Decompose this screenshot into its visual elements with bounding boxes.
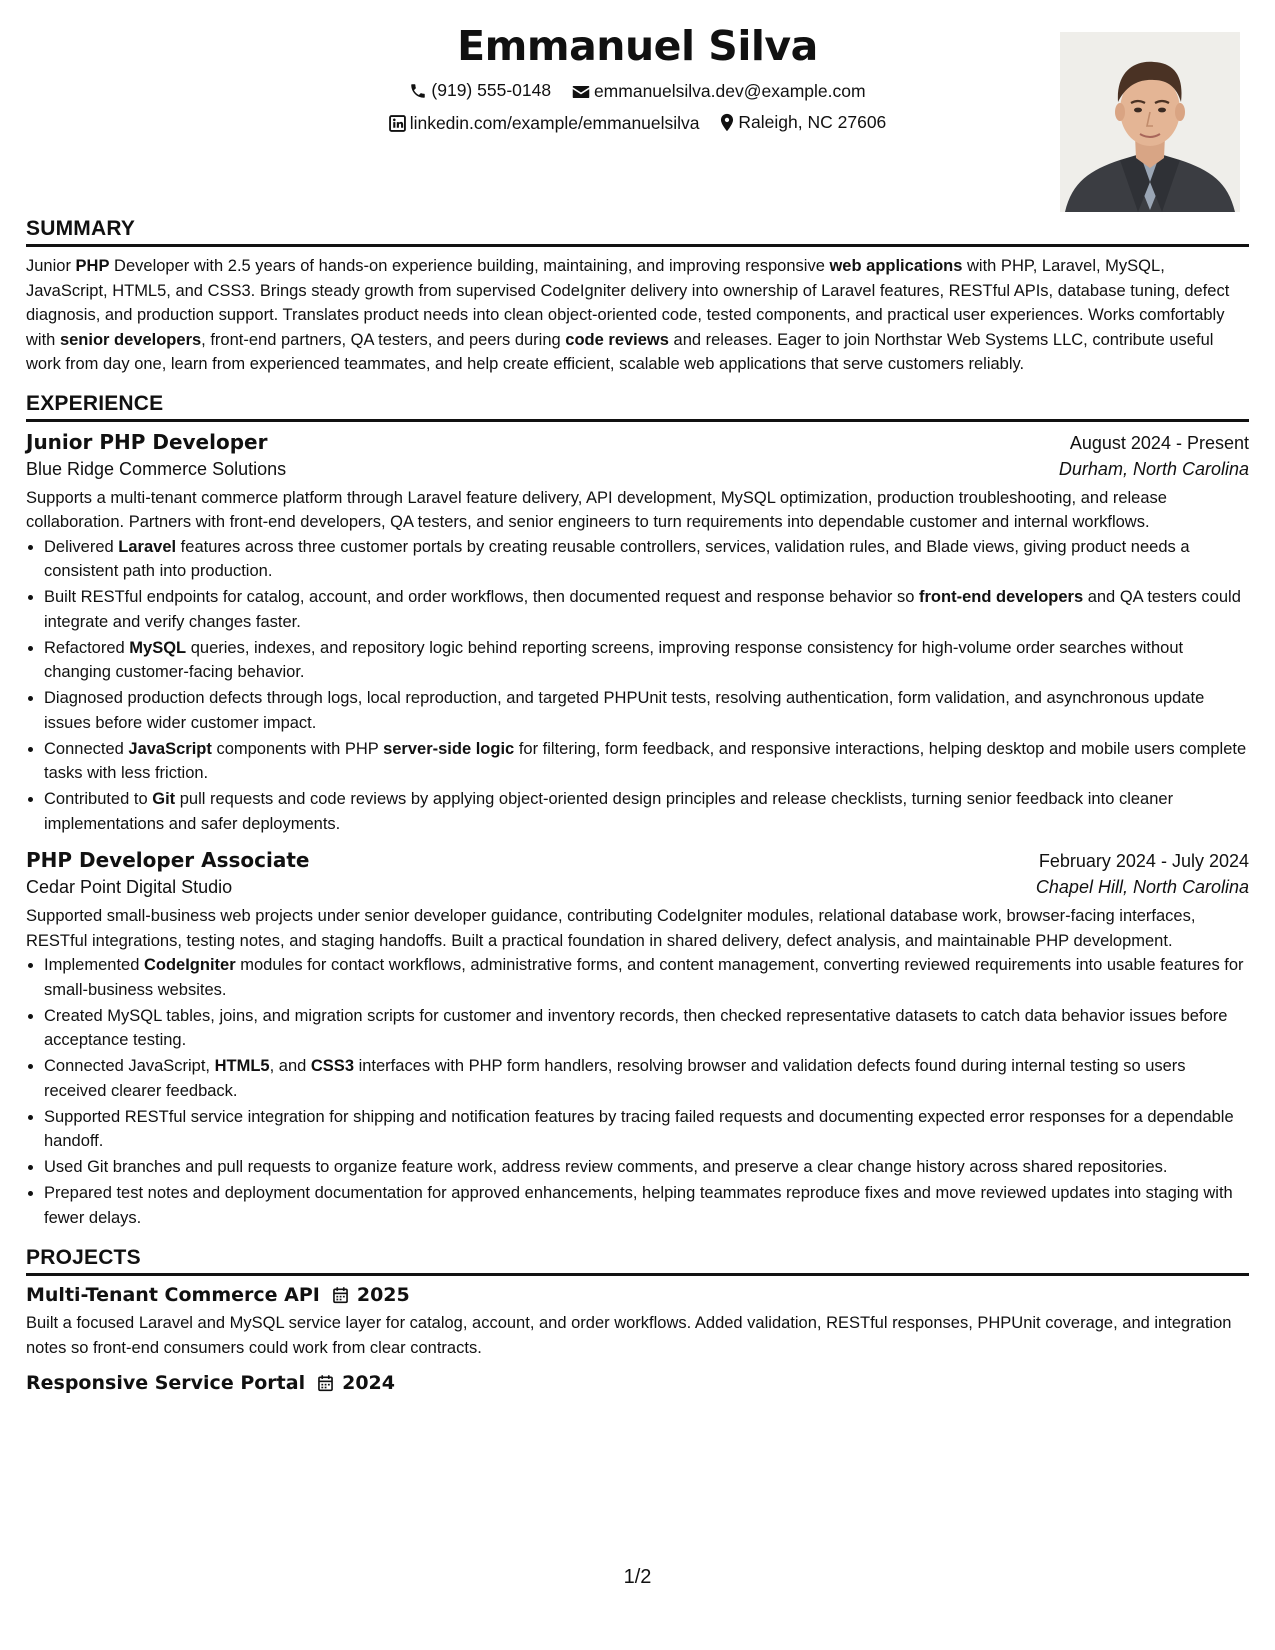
- list-item: [44, 1155, 1249, 1180]
- email-text: emmanuelsilva.dev@example.com: [593, 81, 866, 101]
- bullet-bold: Git: [152, 790, 176, 808]
- summary-bold-senior-developers: senior developers: [59, 330, 202, 349]
- location-item: [720, 112, 886, 133]
- bullet-text: Created MySQL tables, joins, and migration scripts for customer and inventory records, then checked representative datasets to catch data behavior issues before acceptance testing.: [44, 1006, 1228, 1049]
- bullet-text: Refactored: [44, 638, 130, 657]
- bullet-text: queries, indexes, and repository logic behind reporting screens, improving response consistency for high-volume order searches without changing customer-facing behavior.: [44, 638, 1184, 681]
- job-dates: August 2024 - Present: [1069, 432, 1249, 453]
- experience-section: [26, 392, 1249, 1231]
- job-bullets: [26, 535, 1249, 837]
- phone-item: [409, 80, 551, 101]
- resume-header: [26, 0, 1249, 205]
- experience-heading: EXPERIENCE: [26, 392, 1249, 422]
- bullet-bold: front-end developers: [919, 588, 1084, 606]
- portrait-image: [1060, 32, 1240, 212]
- bullet-text: Delivered: [44, 537, 119, 556]
- projects-section: [26, 1246, 1249, 1394]
- summary-text-part: with PHP, Laravel, MySQL, JavaScript, HTML5, and CSS3. Brings steady growth from supervised CodeIgniter delivery into ownership of Laravel features, RESTful APIs, database tuning, defect diagnosis, and production support. Translates product needs into clean object-oriented code, tested components, and practical user experiences. Works comfortably with: [26, 257, 1230, 349]
- list-item: [44, 1004, 1249, 1053]
- summary-bold-web-applications: web applications: [829, 257, 963, 275]
- list-item: [44, 1181, 1249, 1230]
- calendar-icon: [332, 1286, 349, 1304]
- map-pin-icon: [720, 113, 734, 132]
- list-item: [44, 686, 1249, 735]
- summary-section: [26, 217, 1249, 377]
- bullet-text: Used Git branches and pull requests to organize feature work, address review comments, and preserve a clear change history across shared repositories.: [44, 1158, 1168, 1176]
- list-item: [44, 1105, 1249, 1154]
- bullet-text: for filtering, form feedback, and responsive interactions, helping desktop and mobile users complete tasks with less friction.: [44, 739, 1247, 782]
- job-description: Supports a multi-tenant commerce platform through Laravel feature delivery, API development, MySQL optimization, production troubleshooting, and release collaboration. Partners with front-end developers, QA testers, and senior engineers to turn requirements into dependable customer and internal workflows.: [26, 488, 1167, 531]
- bullet-text: Prepared test notes and deployment documentation for approved enhancements, helping teammates reproduce fixes and move reviewed updates into staging with fewer delays.: [44, 1184, 1233, 1227]
- bullet-text: , and: [269, 1057, 311, 1075]
- job-dates: February 2024 - July 2024: [1038, 851, 1249, 871]
- summary-text-part: and releases. Eager to join Northstar Web Systems LLC, contribute useful work from day one, learn from experienced teammates, and help create efficient, scalable web applications that serve customers reliably.: [26, 330, 1214, 373]
- bullet-text: components with PHP: [211, 739, 384, 758]
- bullet-text: pull requests and code reviews by applying object-oriented design principles and release checklists, turning senior feedback into cleaner implementations and safer deployments.: [44, 790, 1174, 833]
- bullet-bold: JavaScript: [128, 739, 212, 758]
- phone-text: (919) 555-0148: [431, 80, 552, 100]
- candidate-name: Emmanuel Silva: [457, 22, 818, 70]
- summary-bold-php: PHP: [75, 257, 110, 275]
- job-description: Supported small-business web projects under senior developer guidance, contributing CodeIgniter modules, relational database work, browser-facing interfaces, RESTful integrations, testing notes, and staging handoffs. Built a practical foundation in shared delivery, defect analysis, and maintainable PHP development.: [26, 907, 1196, 950]
- job-header: [26, 848, 1249, 872]
- bullet-text: Built RESTful endpoints for catalog, account, and order workflows, then documented request and response behavior so: [44, 588, 920, 606]
- list-item: [44, 535, 1249, 584]
- project-entry: [26, 1284, 1249, 1360]
- bullet-bold: server-side logic: [383, 739, 515, 758]
- summary-text-part: , front-end partners, QA testers, and peers during: [201, 330, 566, 349]
- list-item: [44, 953, 1249, 1002]
- project-year-text: 2025: [356, 1284, 410, 1306]
- bullet-text: Supported RESTful service integration for shipping and notification features by tracing failed requests and documenting expected error responses for a dependable handoff.: [44, 1107, 1234, 1150]
- bullet-text: Connected: [44, 739, 129, 758]
- list-item: [44, 636, 1249, 685]
- bullet-bold: Laravel: [118, 537, 177, 556]
- projects-heading: PROJECTS: [26, 1246, 1249, 1276]
- bullet-text: Contributed to: [44, 790, 153, 808]
- job-entry: [26, 430, 1249, 837]
- bullet-text: Implemented: [44, 956, 144, 974]
- bullet-bold: CSS3: [310, 1057, 354, 1075]
- envelope-icon: [572, 84, 590, 100]
- calendar-icon: [317, 1374, 334, 1392]
- project-year: [332, 1284, 410, 1306]
- project-year: [317, 1372, 395, 1394]
- project-description: Built a focused Laravel and MySQL service layer for catalog, account, and order workflows. Added validation, RESTful responses, PHPUnit coverage, and integration notes so front-end consumers could work from clear contracts.: [26, 1314, 1232, 1357]
- project-year-text: 2024: [342, 1372, 395, 1394]
- linkedin-text: linkedin.com/example/emmanuelsilva: [409, 113, 700, 133]
- bullet-text: Connected JavaScript,: [44, 1057, 215, 1075]
- job-location: Chapel Hill, North Carolina: [1035, 877, 1249, 897]
- project-header: [26, 1284, 1249, 1306]
- job-company: Cedar Point Digital Studio: [26, 877, 233, 897]
- job-header: [26, 430, 1249, 454]
- bullet-text: features across three customer portals by creating reusable controllers, services, validation rules, and Blade views, giving product needs a consistent path into production.: [44, 537, 1190, 580]
- profile-photo: [1060, 32, 1240, 212]
- project-entry: [26, 1372, 1249, 1394]
- bullet-text: interfaces with PHP form handlers, resolving browser and validation defects found during internal testing so users received clearer feedback.: [44, 1057, 1186, 1100]
- job-title: Junior PHP Developer: [26, 429, 268, 454]
- job-subheader: [26, 877, 1249, 898]
- list-item: [44, 787, 1249, 836]
- bullet-bold: HTML5: [214, 1057, 270, 1075]
- summary-heading: SUMMARY: [26, 217, 1249, 247]
- email-item[interactable]: [572, 81, 866, 102]
- list-item: [44, 585, 1249, 634]
- bullet-text: and QA testers could integrate and verify changes faster.: [44, 588, 1241, 631]
- summary-text: [26, 254, 1249, 377]
- job-location: Durham, North Carolina: [1058, 458, 1249, 479]
- job-subheader: [26, 459, 1249, 480]
- project-name: Responsive Service Portal: [26, 1372, 306, 1394]
- linkedin-icon: [389, 115, 406, 132]
- summary-text-part: Junior: [26, 257, 76, 275]
- project-name: Multi-Tenant Commerce API: [26, 1284, 320, 1306]
- list-item: [44, 737, 1249, 786]
- bullet-bold: MySQL: [129, 638, 187, 657]
- phone-icon: [409, 82, 427, 100]
- bullet-bold: CodeIgniter: [143, 956, 236, 974]
- linkedin-item[interactable]: [389, 113, 700, 134]
- job-company: Blue Ridge Commerce Solutions: [26, 458, 287, 479]
- project-header: [26, 1372, 1249, 1394]
- bullet-text: modules for contact workflows, administrative forms, and content management, converting reviewed requirements into usable features for small-business websites.: [44, 956, 1244, 999]
- job-bullets: [26, 953, 1249, 1230]
- list-item: [44, 1054, 1249, 1103]
- bullet-text: Diagnosed production defects through logs, local reproduction, and targeted PHPUnit tests, resolving authentication, form validation, and asynchronous update issues before wider customer impact.: [44, 689, 1205, 732]
- job-entry: [26, 848, 1249, 1230]
- job-title: PHP Developer Associate: [26, 848, 310, 872]
- summary-bold-code-reviews: code reviews: [565, 330, 669, 349]
- resume-content: [26, 0, 1249, 1394]
- page-number: 1/2: [623, 1566, 652, 1588]
- location-text: Raleigh, NC 27606: [738, 112, 887, 132]
- summary-text-part: Developer with 2.5 years of hands-on experience building, maintaining, and improving responsive: [109, 257, 830, 275]
